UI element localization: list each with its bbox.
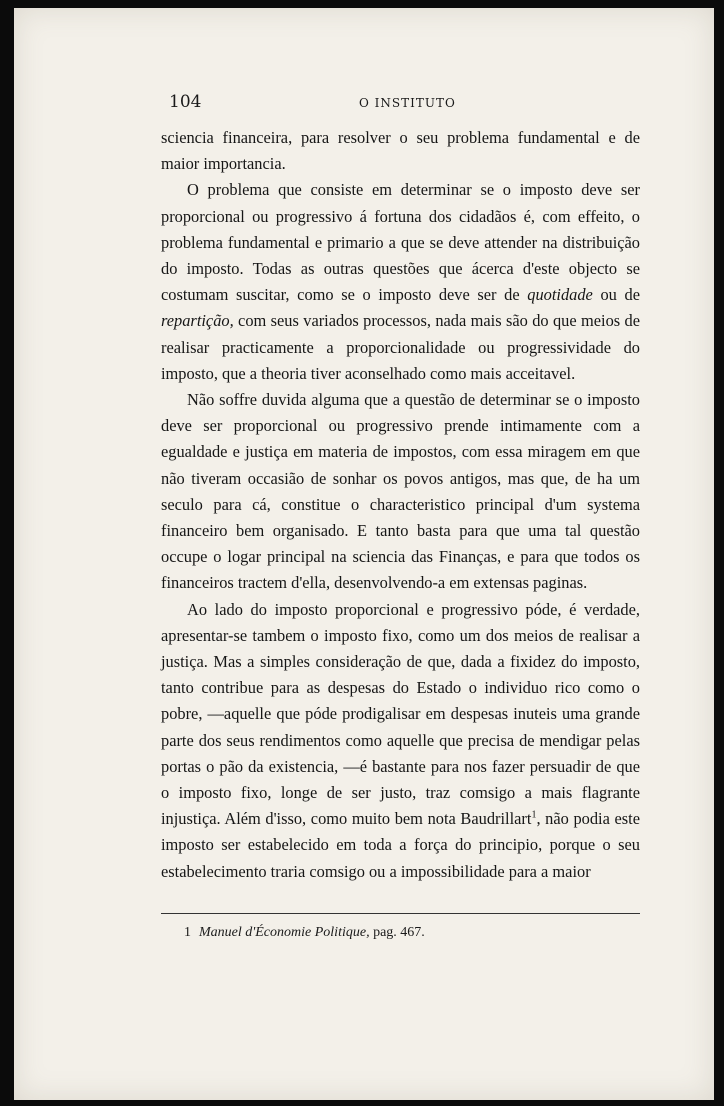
paragraph-text: , não podia este imposto ser estabelecido em toda a força do principio, porque o seu estabelecimento traria comsigo ou a impossibilidade para a maior bbox=[161, 809, 640, 881]
footnote bbox=[184, 925, 639, 941]
footnote-divider bbox=[161, 913, 640, 914]
paragraph-text: Ao lado do imposto proporcional e progressivo póde, é verdade, apresentar-se tambem o imposto fixo, como um dos meios de realisar a justiça. Mas a simples consideração de que, dada a fixidez do imposto, tanto contribue para as despesas do Estado o individuo rico como o pobre, —aquelle que póde prodigalisar em despesas inuteis uma grande parte dos seus rendimentos como aquelle que precisa de mendigar pelas portas o pão da existencia, —é bastante para nos fazer persuadir de que o imposto fixo, longe de ser justo, traz comsigo a mais flagrante injustiça. Além d'isso, como muito bem nota Baudrillart bbox=[161, 599, 640, 829]
paragraph-text: ou de bbox=[592, 285, 640, 305]
page-header bbox=[169, 92, 639, 116]
body-text bbox=[161, 125, 640, 885]
term-quotidade: quotidade bbox=[527, 285, 593, 305]
page-sheet bbox=[14, 8, 714, 1100]
footnote-marker: 1 bbox=[184, 925, 191, 940]
paragraph-text: Não soffre duvida alguma que a questão de determinar se o imposto deve ser proporcional ou progressivo prende intimamente com a egualdade e justiça em materia de impostos, com essa miragem em que não tiveram occasião de sonhar os povos antigos, mas que, de ha um seculo para cá, constitue o characteristico principal d'um systema financeiro bem organisado. E tanto basta para que uma tal questão occupe o logar principal na sciencia das Finanças, e para que todos os financeiros tractem d'ella, desenvolvendo-a em extensas paginas. bbox=[161, 390, 640, 593]
footnote-title: Manuel d'Économie Politique, bbox=[199, 925, 370, 940]
term-reparticao: repartição, bbox=[161, 311, 234, 331]
footnote-text: pag. 467. bbox=[369, 925, 425, 940]
paragraph-problema bbox=[161, 177, 640, 387]
paragraph-text: O problema que consiste em determinar se o imposto deve ser proporcional ou progressivo á fortuna dos cidadãos é, com effeito, o problema fundamental e primario a que se deve attender na distribuição do imposto. Todas as outras questões que ácerca d'este objecto se costumam suscitar, como se o imposto deve ser de bbox=[161, 180, 640, 305]
running-title: O INSTITUTO bbox=[359, 96, 456, 110]
paragraph-imposto-fixo bbox=[161, 597, 640, 885]
paragraph-continuation bbox=[161, 125, 640, 177]
paragraph-text: sciencia financeira, para resolver o seu problema fundamental e de maior importancia. bbox=[161, 128, 640, 174]
footnote-reference[interactable]: 1 bbox=[531, 809, 537, 821]
page-number: 104 bbox=[169, 92, 202, 112]
paragraph-duvida bbox=[161, 387, 640, 597]
paragraph-text: com seus variados processos, nada mais são do que meios de realisar practicamente a proporcionalidade ou progressividade do imposto, que a theoria tiver aconselhado como mais acceitavel. bbox=[161, 311, 640, 383]
